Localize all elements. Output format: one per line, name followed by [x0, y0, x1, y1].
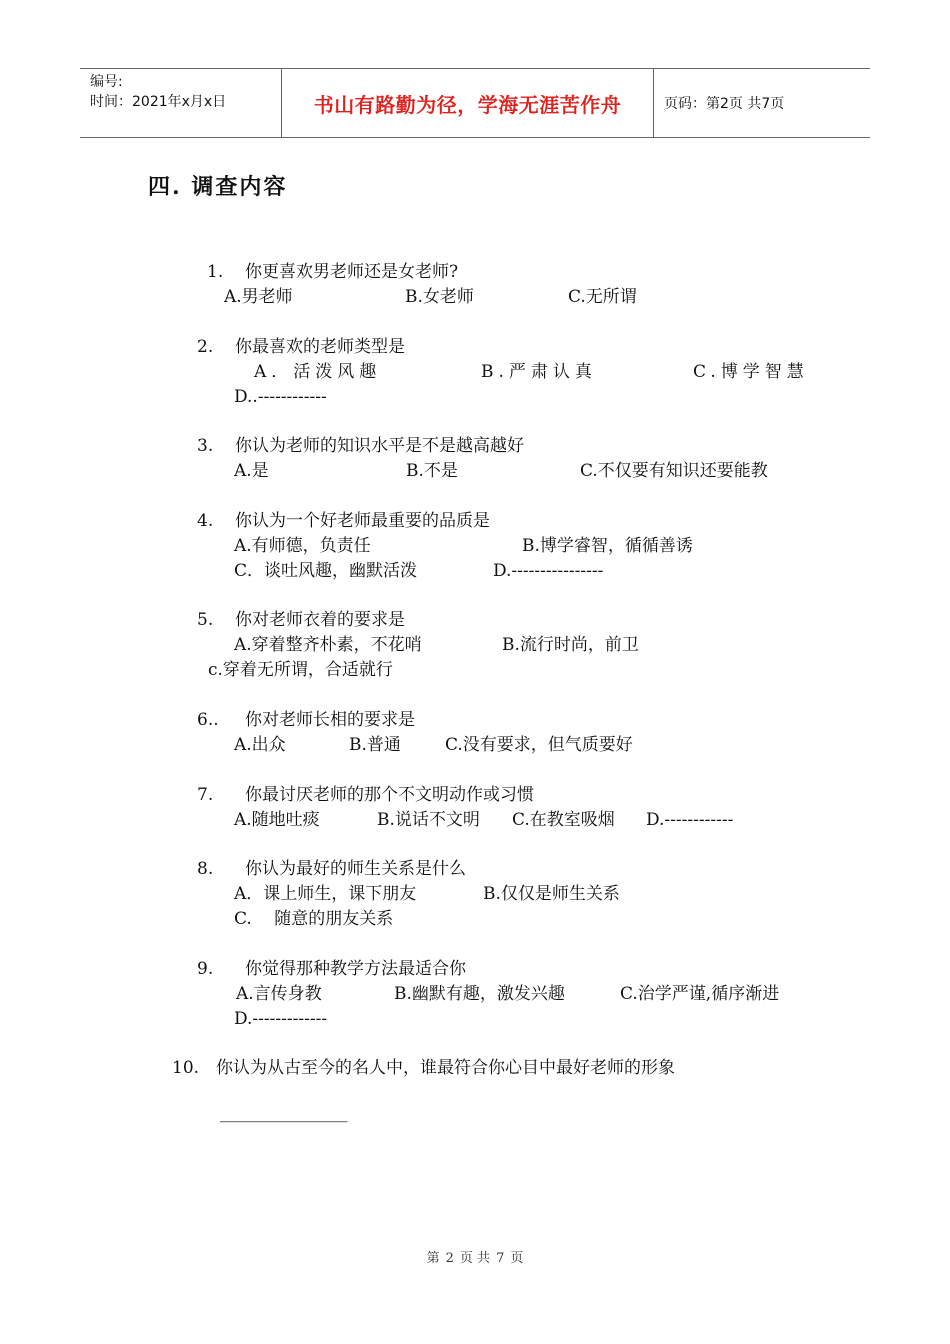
header-page-info	[654, 69, 870, 137]
footer-page: 2	[445, 1251, 454, 1266]
question-text: 你最喜欢的老师类型是	[235, 337, 405, 357]
footer-mid: 页 共	[459, 1251, 491, 1266]
page-info: 页码：第2页 共7页	[664, 96, 785, 112]
question-number: 10.	[172, 1058, 200, 1078]
question-text: 你认为从古至今的名人中，谁最符合你心目中最好老师的形象	[216, 1058, 675, 1078]
question-text: 你对老师长相的要求是	[245, 710, 415, 730]
option: A.出众	[234, 735, 286, 755]
question-number: 5.	[197, 610, 214, 630]
option: C.博学智慧	[693, 362, 809, 382]
option: D..------------	[234, 387, 327, 407]
option: D.-------------	[234, 1009, 328, 1029]
option: A.男老师	[224, 287, 293, 307]
footer-prefix: 第	[426, 1251, 440, 1266]
option: A.是	[234, 461, 269, 481]
option: B.说话不文明	[377, 810, 480, 830]
page-header	[80, 68, 870, 138]
question-number: 8.	[197, 859, 214, 879]
option: D.----------------	[493, 561, 604, 581]
question-number: 9.	[197, 959, 214, 979]
option: A.穿着整齐朴素，不花哨	[234, 635, 422, 655]
option: B.女老师	[405, 287, 474, 307]
option: C. 随意的朋友关系	[234, 909, 394, 929]
question-text: 你觉得那种教学方法最适合你	[245, 959, 466, 979]
question-number: 7.	[197, 785, 214, 805]
option: C.在教室吸烟	[512, 810, 615, 830]
option: B.不是	[406, 461, 458, 481]
question-text: 你对老师衣着的要求是	[235, 610, 405, 630]
question-number: 3.	[197, 436, 214, 456]
question-text: 你认为一个好老师最重要的品质是	[235, 511, 490, 531]
answer-blank: _______________	[220, 1103, 348, 1123]
header-motto-cell	[281, 69, 654, 137]
question-text: 你认为老师的知识水平是不是越高越好	[235, 436, 524, 456]
option: C.无所谓	[568, 287, 637, 307]
question-text: 你最讨厌老师的那个不文明动作或习惯	[245, 785, 534, 805]
section-title: 四. 调查内容	[148, 174, 288, 200]
question-number: 6..	[197, 710, 219, 730]
motto: 书山有路勤为径，学海无涯苦作舟	[313, 92, 622, 117]
option: C.治学严谨,循序渐进	[620, 984, 780, 1004]
option: c.穿着无所谓，合适就行	[208, 660, 393, 680]
option: A．活泼风趣	[254, 362, 382, 382]
question-number: 1.	[207, 262, 224, 282]
option: B.严肃认真	[481, 362, 597, 382]
option: C．谈吐风趣，幽默活泼	[234, 561, 418, 581]
option: D.------------	[646, 810, 734, 830]
option: A.随地吐痰	[234, 810, 320, 830]
option: B.流行时尚，前卫	[502, 635, 639, 655]
question-text: 你认为最好的师生关系是什么	[245, 859, 466, 879]
page-footer	[0, 1247, 950, 1266]
option: B.博学睿智，循循善诱	[522, 536, 693, 556]
time-label: 时间：2021年x月x日	[90, 94, 227, 110]
number-label: 编号:	[90, 74, 123, 90]
question-number: 2.	[197, 337, 214, 357]
option: A．课上师生，课下朋友	[234, 884, 417, 904]
option: C.没有要求，但气质要好	[445, 735, 633, 755]
option: A.言传身教	[236, 984, 322, 1004]
question-text: 你更喜欢男老师还是女老师?	[245, 262, 459, 282]
option: B.仅仅是师生关系	[483, 884, 620, 904]
option: C.不仅要有知识还要能教	[580, 461, 768, 481]
footer-suffix: 页	[510, 1251, 524, 1266]
question-number: 4.	[197, 511, 214, 531]
option: A.有师德，负责任	[234, 536, 371, 556]
header-meta	[80, 69, 281, 137]
footer-total: 7	[496, 1251, 505, 1266]
option: B.幽默有趣，激发兴趣	[394, 984, 565, 1004]
option: B.普通	[349, 735, 401, 755]
